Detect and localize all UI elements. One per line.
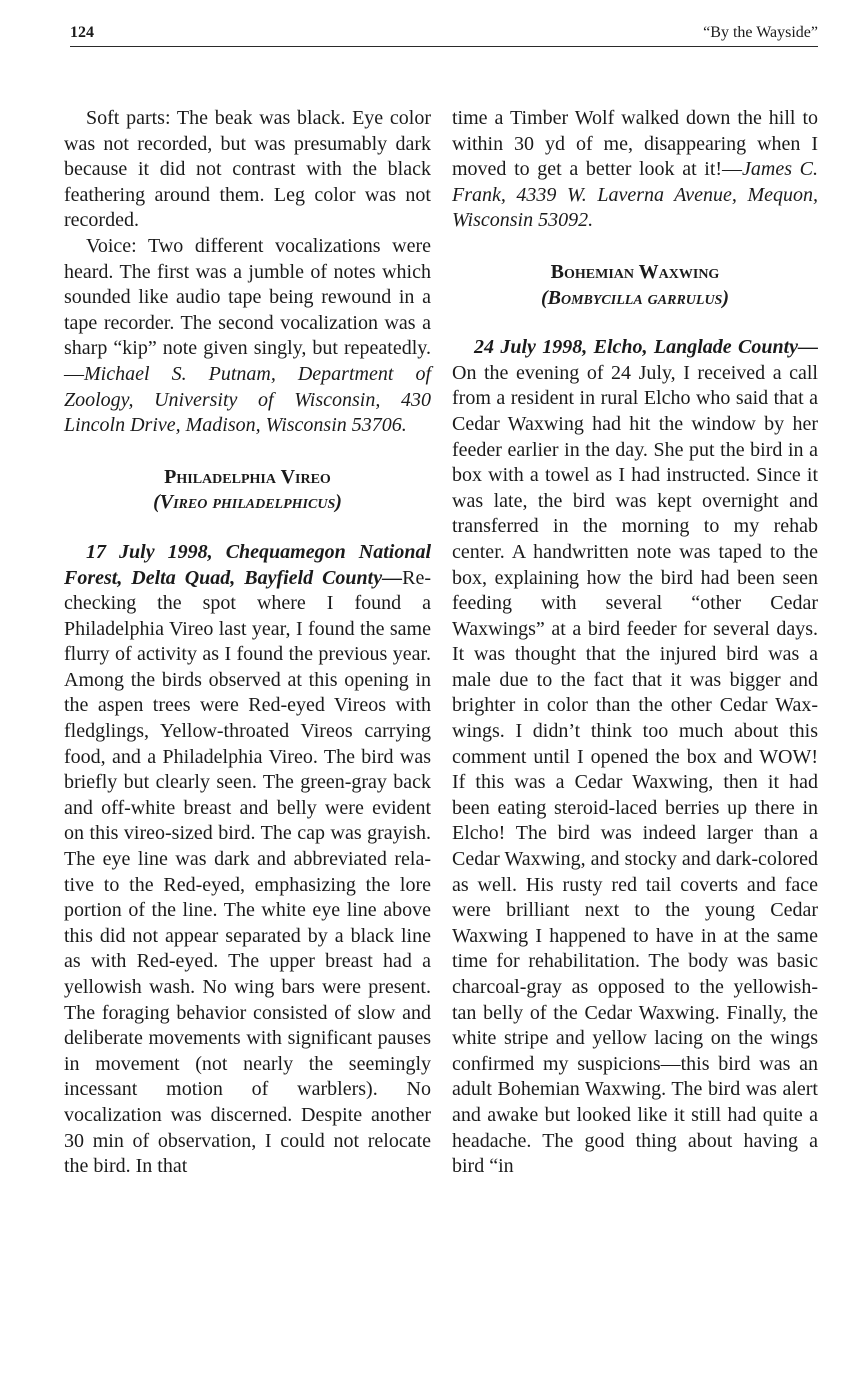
- voice-signature: Michael S. Putnam, Department of Zoology, University of Wisconsin, 430 Lincoln Drive, Madison, Wisconsin 53706.: [64, 362, 431, 437]
- continuation-signature: James C. Frank, 4339 W. Laverna Avenue, Mequon, Wisconsin 53092.: [452, 158, 819, 232]
- record-paragraph: [64, 540, 431, 1180]
- record-heading: 24 July 1998, Elcho, Langlade County—: [474, 336, 818, 359]
- voice-text: Voice: Two different vocalizations were heard. The first was a jumble of notes which sounded like audio tape being rewound in a tape recorder. The second vocalization was a sharp “kip” note given singly, but repeatedly.—: [64, 234, 431, 385]
- continuation-paragraph: [452, 106, 818, 234]
- voice-paragraph: [64, 234, 431, 439]
- record-paragraph: [452, 335, 818, 1180]
- record-heading: 17 July 1998, Chequamegon National Forest, Delta Quad, Bayfield County—: [64, 540, 431, 589]
- right-column: [452, 106, 818, 1180]
- continuation-text: time a Timber Wolf walked down the hill to within 30 yd of me, disappearing when I moved to get a better look at it!—: [452, 107, 818, 181]
- species-heading-scientific: (Vireo philadelphicus): [153, 491, 342, 514]
- record-text: On the evening of 24 July, I received a call from a resident in rural Elcho who said that a Cedar Waxwing had hit the window by her feeder earlier in the day. She put the bird in a box with a towel as I had instructed. Since it was late, the bird was kept overnight and transferred in the morning to my rehab center. A handwritten note was taped to the box, explaining how the bird had been seen feeding with several “other Cedar Waxwings” at a bird feeder for several days. It was thought that the injured bird was a male due to the fact that it was bigger and brighter in color than the other Cedar Waxwings. I didn’t think too much about this comment until I opened the box and WOW! If this was a Cedar Waxwing, then it had been eating steroid-laced berries up there in Elcho! The bird was indeed larger than a Cedar Waxwing, and stocky and dark-colored as well. His rusty red tail coverts and face were brilliant next to the young Cedar Waxwing I happened to have in at the same time for rehabilitation. The body was basic charcoal-gray as opposed to the yellowish-tan belly of the Cedar Waxwing. Finally, the white stripe and yellow lacing on the wings confirmed my suspicions—this bird was an adult Bohemian Waxwing. The bird was alert and awake but looked like it still had quite a headache. The good thing about having a bird “in: [452, 361, 818, 1178]
- page-header: [70, 22, 818, 47]
- spacer: [452, 234, 818, 260]
- spacer: [452, 311, 818, 335]
- running-head: “By the Wayside”: [703, 24, 818, 41]
- spacer: [64, 439, 431, 465]
- left-column: [64, 106, 431, 1180]
- species-heading-common: Philadelphia Vireo: [164, 465, 331, 488]
- page-number: 124: [70, 24, 94, 41]
- record-text: Rechecking the spot where I found a Philadelphia Vireo last year, I found the same flurry of activity as I found the previous year. Among the birds observed at this opening in the aspen trees were Red-eyed Vireos with fledglings, Yellow-throated Vireos carrying food, and a Philadelphia Vireo. The bird was briefly but clearly seen. The green-gray back and off-white breast and belly were evident on this vireo-sized bird. The cap was grayish. The eye line was dark and abbreviated relative to the Red-eyed, emphasizing the lore portion of the line. The white eye line above this did not appear separated by a black line as with Red-eyed. The upper breast had a yellowish wash. No wing bars were present. The foraging behavior consisted of slow and deliberate movements with significant pauses in movement (not nearly the seemingly incessant motion of warblers). No vocalization was discerned. Despite another 30 min of observation, I could not relocate the bird. In that: [64, 566, 431, 1178]
- spacer: [64, 516, 431, 540]
- species-heading-common: Bohemian Waxwing: [550, 260, 720, 283]
- soft-parts-paragraph: Soft parts: The beak was black. Eye color was not recorded, but was presumably dark because it did not contrast with the black feathering around them. Leg color was not recorded.: [64, 107, 431, 232]
- species-heading-scientific: (Bombycilla garrulus): [540, 286, 730, 309]
